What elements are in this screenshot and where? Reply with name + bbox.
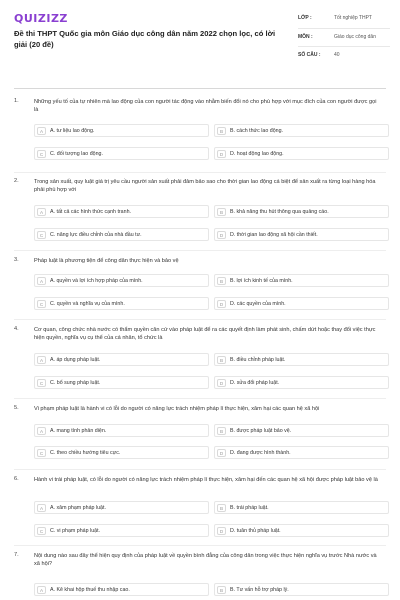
- meta-value: Giáo dục công dân: [334, 33, 376, 40]
- option-b[interactable]: [214, 424, 389, 437]
- option-a[interactable]: [34, 353, 209, 366]
- option-c[interactable]: [34, 446, 209, 459]
- question-divider: [14, 398, 386, 399]
- option-text: C. quyền và nghĩa vụ của mình.: [50, 300, 125, 307]
- option-text: A. mang tính phản diện.: [50, 427, 107, 434]
- option-letter: B: [217, 427, 226, 435]
- option-letter: D: [217, 449, 226, 457]
- question-text: Những yếu tố của tự nhiên mà lao động của con người tác động vào nhằm biến đổi nó cho phù hợp với mục đích của con người được gọi là: [34, 99, 377, 114]
- meta-row-subject: [298, 29, 390, 48]
- option-letter: B: [217, 586, 226, 594]
- option-letter: D: [217, 527, 226, 535]
- option-letter: A: [37, 208, 46, 216]
- option-letter: A: [37, 504, 46, 512]
- option-text: C. năng lực điều chỉnh của nhà đầu tư.: [50, 231, 142, 238]
- question-number: 1.: [14, 98, 19, 104]
- option-text: D. tuân thủ pháp luật.: [230, 527, 281, 534]
- option-letter: C: [37, 527, 46, 535]
- option-text: B. điều chỉnh pháp luật.: [230, 356, 286, 363]
- meta-key: MÔN :: [298, 33, 313, 40]
- option-text: D. thời gian lao động xã hội cần thiết.: [230, 231, 318, 238]
- question-text: Trong sản xuất, quy luật giá trị yêu cầu người sản xuất phải đảm bảo sao cho thời gian lao động cá biệt để sản xuất ra từng loại hàng hóa phải phù hợp với: [34, 179, 376, 194]
- question-divider: [14, 319, 386, 320]
- option-letter: B: [217, 277, 226, 285]
- meta-value: Tốt nghiệp THPT: [334, 15, 372, 21]
- option-text: C. theo chiều hướng tiêu cực.: [50, 449, 121, 456]
- meta-row-count: [298, 47, 390, 65]
- option-d[interactable]: [214, 228, 389, 241]
- question-text: Nội dung nào sau đây thể hiện quy định của pháp luật về quyền bình đẳng của công dân trong việc thực hiện nghĩa vụ trước Nhà nước và xã hội?: [34, 553, 377, 568]
- option-letter: B: [217, 208, 226, 216]
- option-text: B. được pháp luật bảo vệ.: [230, 427, 292, 434]
- option-text: B. khả năng thu hút thông qua quảng cáo.: [230, 208, 329, 215]
- option-text: D. sửa đổi pháp luật.: [230, 379, 280, 386]
- option-letter: A: [37, 356, 46, 364]
- option-letter: A: [37, 277, 46, 285]
- question-3: [14, 257, 386, 317]
- option-a[interactable]: [34, 424, 209, 437]
- option-letter: C: [37, 300, 46, 308]
- option-b[interactable]: [214, 274, 389, 287]
- option-letter: D: [217, 231, 226, 239]
- question-number: 6.: [14, 476, 19, 482]
- page-title: Đề thi THPT Quốc gia môn Giáo dục công dân năm 2022 chọn lọc, có lời giải (20 đề): [14, 29, 276, 49]
- option-d[interactable]: [214, 446, 389, 459]
- question-text: Cơ quan, công chức nhà nước có thẩm quyền căn cứ vào pháp luật để ra các quyết định làm phát sinh, chấm dứt hoặc thay đổi việc thực hiện quyền, nghĩa vụ cụ thể của cá nhân, tổ chức là: [34, 327, 376, 342]
- option-text: B. trái pháp luật.: [230, 504, 269, 511]
- option-text: A. quyền và lợi ích hợp pháp của mình.: [50, 277, 143, 284]
- option-letter: C: [37, 379, 46, 387]
- question-divider: [14, 172, 386, 173]
- meta-row-class: [298, 10, 390, 29]
- option-letter: C: [37, 150, 46, 158]
- question-5: [14, 405, 386, 465]
- option-text: A. áp dụng pháp luật.: [50, 356, 101, 363]
- question-6: [14, 476, 386, 546]
- option-letter: A: [37, 427, 46, 435]
- option-d[interactable]: [214, 376, 389, 389]
- option-text: D. các quyền của mình.: [230, 300, 286, 307]
- meta-panel: [298, 10, 390, 65]
- option-c[interactable]: [34, 297, 209, 310]
- option-d[interactable]: [214, 297, 389, 310]
- option-text: A. tất cả các hình thức cạnh tranh.: [50, 208, 131, 215]
- option-text: C. đối tượng lao động.: [50, 150, 103, 157]
- option-text: A. tư liệu lao động.: [50, 127, 95, 134]
- option-b[interactable]: [214, 583, 389, 596]
- option-b[interactable]: [214, 124, 389, 137]
- option-b[interactable]: [214, 353, 389, 366]
- question-divider: [14, 250, 386, 251]
- option-a[interactable]: [34, 274, 209, 287]
- quizizz-logo: QUIZIZZ: [14, 12, 68, 25]
- option-text: A. xâm phạm pháp luật.: [50, 504, 106, 511]
- question-number: 4.: [14, 326, 19, 332]
- question-2: [14, 178, 386, 248]
- option-a[interactable]: [34, 583, 209, 596]
- question-number: 5.: [14, 405, 19, 411]
- option-text: B. cách thức lao động.: [230, 127, 284, 134]
- option-text: D. đang được hình thành.: [230, 449, 291, 456]
- option-a[interactable]: [34, 501, 209, 514]
- question-text: Pháp luật là phương tiện để công dân thực hiện và bảo vệ: [34, 258, 179, 264]
- option-letter: C: [37, 231, 46, 239]
- option-c[interactable]: [34, 147, 209, 160]
- question-divider: [14, 545, 386, 546]
- option-letter: D: [217, 300, 226, 308]
- option-c[interactable]: [34, 524, 209, 537]
- header-divider: [14, 88, 386, 89]
- question-number: 2.: [14, 178, 19, 184]
- question-text: Hành vi trái pháp luật, có lỗi do người có năng lực trách nhiệm pháp lí thực hiện, xâm hại đến các quan hệ xã hội được pháp luật bảo vệ là: [34, 477, 378, 483]
- option-a[interactable]: [34, 124, 209, 137]
- option-text: C. vi phạm pháp luật.: [50, 527, 101, 534]
- option-text: B. lợi ích kinh tế của mình.: [230, 277, 293, 284]
- option-letter: D: [217, 379, 226, 387]
- option-b[interactable]: [214, 501, 389, 514]
- question-number: 3.: [14, 257, 19, 263]
- option-c[interactable]: [34, 376, 209, 389]
- option-letter: A: [37, 127, 46, 135]
- question-7: [14, 552, 386, 600]
- question-text: Vi phạm pháp luật là hành vi có lỗi do người có năng lực trách nhiệm pháp lí thực hiện, xâm hại các quan hệ xã hội: [34, 406, 320, 412]
- option-letter: C: [37, 449, 46, 457]
- meta-key: SỐ CÂU :: [298, 52, 321, 58]
- question-1: [14, 98, 386, 168]
- option-b[interactable]: [214, 205, 389, 218]
- option-text: A. Kê khai hộp thuế thu nhập cao.: [50, 586, 130, 593]
- option-letter: A: [37, 586, 46, 594]
- option-letter: D: [217, 150, 226, 158]
- option-a[interactable]: [34, 205, 209, 218]
- option-d[interactable]: [214, 147, 389, 160]
- option-c[interactable]: [34, 228, 209, 241]
- option-letter: B: [217, 356, 226, 364]
- option-d[interactable]: [214, 524, 389, 537]
- option-letter: B: [217, 504, 226, 512]
- option-text: D. hoạt động lao động.: [230, 150, 284, 157]
- option-letter: B: [217, 127, 226, 135]
- option-text: C. bổ sung pháp luật.: [50, 379, 101, 386]
- meta-value: 40: [334, 52, 340, 58]
- meta-key: LỚP :: [298, 15, 312, 21]
- page-header: [0, 0, 400, 88]
- question-4: [14, 326, 386, 396]
- question-number: 7.: [14, 552, 19, 558]
- question-divider: [14, 469, 386, 470]
- option-text: B. Tư vấn hỗ trợ pháp lý.: [230, 586, 289, 593]
